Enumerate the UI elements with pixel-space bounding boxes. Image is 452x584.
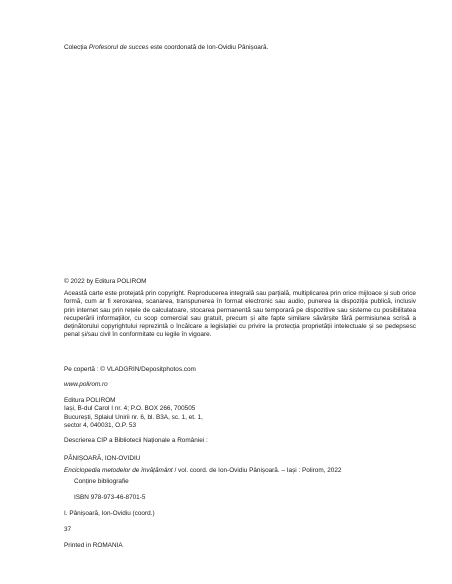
website: www.polirom.ro — [64, 381, 108, 388]
collection-suffix: este coordonată de Ion-Ovidiu Pânișoară. — [148, 44, 269, 51]
publisher-address-line: Iași, B-dul Carol I nr. 4; P.O. BOX 266, 700505 — [64, 405, 196, 413]
publisher-name: Editura POLIROM — [64, 397, 116, 404]
isbn: ISBN 978-973-46-8701-5 — [74, 494, 146, 501]
cip-index-entry: I. Pânișoară, Ion-Ovidiu (coord.) — [64, 510, 155, 517]
collection-prefix: Colecția — [64, 44, 89, 51]
publisher-address — [64, 397, 416, 430]
cover-credit: Pe copertă : © VLADGRIN/Depositphotos.com — [64, 366, 196, 373]
collection-series-title: Profesorul de succes — [88, 44, 149, 51]
cip-heading: Descrierea CIP a Bibliotecii Naționale a României : — [64, 437, 208, 444]
publisher-address-line: București, Splaiul Unirii nr. 6, bl. B3A, sc. 1, et. 1, — [64, 413, 203, 421]
book-title: Enciclopedia metodelor de învățământ — [64, 467, 173, 474]
copyright-line: © 2022 by Editura POLIROM — [64, 278, 147, 285]
cip-classification: 37 — [64, 526, 72, 533]
legal-notice: Această carte este protejată prin copyright. Reproducerea integrală sau parțială, multiplicarea prin orice mijloace și sub orice formă, cum ar fi xeroxarea, scanarea, transpunerea în format electronic sau audio, punerea la dispoziția publică, inclusiv prin internet sau prin rețele de calculatoare, stocarea permanentă sau temporară pe dispozitive sau sisteme cu posibilitatea recuperării informațiilor, cu scop comercial sau gratuit, precum și alte fapte similare săvârșite fără permisiunea scrisă a deținătorului copyrightului reprezintă o încălcare a legislației cu privire la protecția proprietății intelectuale și se pedepsesc penal și/sau civil în conformitate cu legile în vigoare. — [64, 290, 416, 339]
publisher-address-line: sector 4, 040031, O.P. 53 — [64, 421, 137, 429]
cip-title-line — [64, 467, 416, 475]
book-title-details: / vol. coord. de Ion-Ovidiu Pânișoară. – Iași : Polirom, 2022 — [172, 467, 342, 474]
printed-in: Printed in ROMANIA — [64, 542, 123, 549]
cip-bibliography: Conține bibliografie — [74, 478, 129, 485]
collection-note — [64, 44, 416, 52]
cip-author: PÂNIȘOARĂ, ION-OVIDIU — [64, 455, 141, 462]
